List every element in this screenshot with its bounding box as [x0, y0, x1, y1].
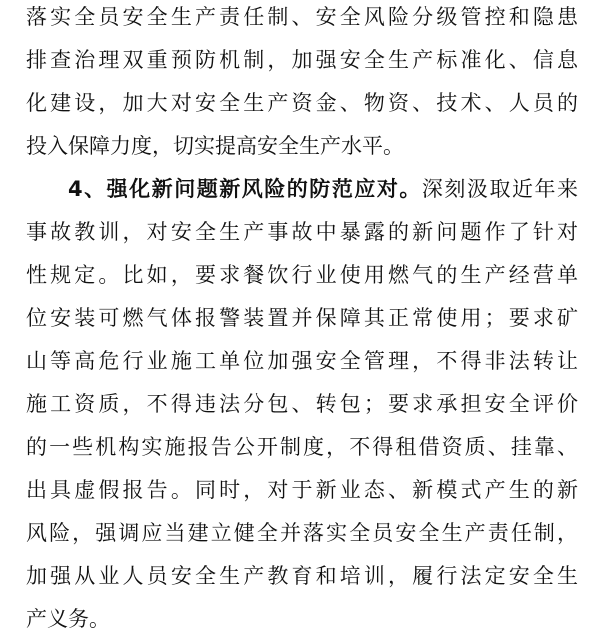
text-line: 事故教训，对安全生产事故中暴露的新问题作了针对 [26, 220, 578, 244]
text-line: 施工资质，不得违法分包、转包；要求承担安全评价 [26, 392, 578, 416]
text-line: 性规定。比如，要求餐饮行业使用燃气的生产经营单 [26, 263, 578, 287]
text-line: 山等高危行业施工单位加强安全管理，不得非法转让 [26, 349, 578, 373]
text-line: 加强从业人员安全生产教育和培训，履行法定安全生 [26, 564, 578, 588]
text-line: 落实全员安全生产责任制、安全风险分级管控和隐患 [26, 5, 578, 29]
text-line: 的一些机构实施报告公开制度，不得租借资质、挂靠、 [26, 435, 578, 459]
text-line: 出具虚假报告。同时，对于新业态、新模式产生的新 [26, 478, 578, 502]
text-line: 产义务。 [26, 607, 110, 631]
text-line: 风险，强调应当建立健全并落实全员安全生产责任制， [26, 521, 578, 545]
section-heading: 4、强化新问题新风险的防范应对。 [68, 177, 422, 201]
text-line: 化建设，加大对安全生产资金、物资、技术、人员的 [26, 91, 578, 115]
text-line: 排查治理双重预防机制，加强安全生产标准化、信息 [26, 48, 578, 72]
text-line: 位安装可燃气体报警装置并保障其正常使用；要求矿 [26, 306, 578, 330]
text-line: 投入保障力度，切实提高安全生产水平。 [26, 134, 404, 158]
heading-line-text: 深刻汲取近年来 [421, 177, 578, 201]
paragraph-heading-line [26, 168, 578, 211]
